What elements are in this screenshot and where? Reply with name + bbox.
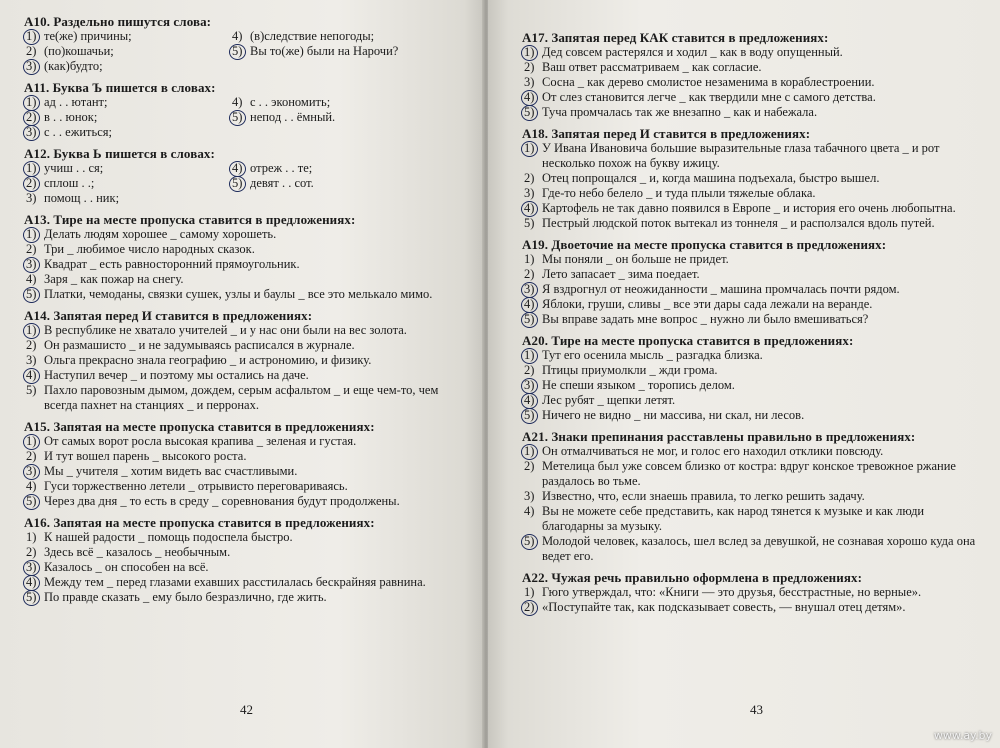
option-number: 4) (524, 393, 540, 408)
answer-option-circled (522, 90, 984, 105)
answer-options (522, 585, 984, 615)
option-number: 2) (524, 459, 535, 473)
option-number: 2) (26, 242, 37, 256)
option-text: Заря _ как пожар на снегу. (44, 272, 184, 286)
option-number: 2) (26, 110, 42, 125)
option-text: Здесь всё _ казалось _ необычным. (44, 545, 231, 559)
left-page (0, 0, 484, 748)
option-number: 3) (26, 125, 42, 140)
option-number: 3) (524, 75, 535, 89)
option-number: 2) (524, 171, 535, 185)
option-number: 4) (524, 297, 540, 312)
option-text: (по)кошачьи; (44, 44, 114, 58)
answer-option-circled (522, 444, 984, 459)
option-number: 4) (232, 95, 243, 109)
answer-option-circled (230, 176, 470, 191)
answer-options (24, 227, 470, 302)
option-text: Он размашисто _ и не задумываясь расписался в журнале. (44, 338, 355, 352)
option-text: Мы _ учителя _ хотим видеть вас счастливыми. (44, 464, 298, 478)
answer-option (522, 267, 984, 282)
option-text: К нашей радости _ помощь подоспела быстро. (44, 530, 293, 544)
answer-option (522, 60, 984, 75)
option-text: Яблоки, груши, сливы _ все эти дары сада лежали на веранде. (542, 297, 873, 311)
option-number: 5) (26, 590, 42, 605)
option-text: Метелица был уже совсем близко от костра: вдруг конское тревожное ржание раздалось во тьме. (542, 459, 956, 488)
answer-options (24, 530, 470, 605)
answer-options (522, 348, 984, 423)
answer-option-circled (24, 227, 470, 242)
question-title: А16. Запятая на месте пропуска ставится в предложениях: (24, 515, 375, 530)
option-text: От самых ворот росла высокая крапива _ зеленая и густая. (44, 434, 357, 448)
option-text: ад . . ютант; (44, 95, 108, 109)
answer-option-circled (24, 464, 470, 479)
option-text: И тут вошел парень _ высокого роста. (44, 449, 247, 463)
answer-option (522, 585, 984, 600)
answer-option-circled (24, 494, 470, 509)
answer-option (230, 29, 470, 44)
option-text: Между тем _ перед глазами ехавших расстилалась бескрайняя равнина. (44, 575, 426, 589)
option-text: Казалось _ он способен на всё. (44, 560, 209, 574)
option-text: Известно, что, если знаешь правила, то легко решить задачу. (542, 489, 865, 503)
option-number: 5) (232, 44, 248, 59)
answer-option (24, 353, 470, 368)
option-text: с . . ежиться; (44, 125, 112, 139)
option-number: 1) (26, 29, 42, 44)
option-number: 2) (26, 545, 37, 559)
option-number: 4) (232, 29, 243, 43)
option-text: По правде сказать _ ему было безразлично, где жить. (44, 590, 327, 604)
answer-options (522, 444, 984, 564)
answer-option-circled (522, 141, 984, 171)
option-text: Я вздрогнул от неожиданности _ машина промчалась почти рядом. (542, 282, 900, 296)
option-text: учиш . . ся; (44, 161, 104, 175)
option-text: Через два дня _ то есть в среду _ соревнования будут продолжены. (44, 494, 400, 508)
answer-option-circled (522, 408, 984, 423)
answer-option-circled (230, 161, 470, 176)
option-number: 4) (26, 368, 42, 383)
option-number: 1) (524, 141, 540, 156)
option-text: Картофель не так давно появился в Европе _ и история его очень любопытна. (542, 201, 956, 215)
option-number: 1) (26, 323, 42, 338)
answer-option (24, 479, 470, 494)
option-text: Туча промчалась так же внезапно _ как и набежала. (542, 105, 818, 119)
option-number: 4) (232, 161, 248, 176)
answer-option (522, 75, 984, 90)
option-text: Тут его осенила мысль _ разгадка близка. (542, 348, 763, 362)
question-block (24, 146, 470, 206)
answer-option (24, 545, 470, 560)
option-text: От слез становится легче _ как твердили мне с самого детства. (542, 90, 876, 104)
answer-option-circled (522, 534, 984, 564)
question-title: А22. Чужая речь правильно оформлена в предложениях: (522, 570, 863, 585)
question-title: А11. Буква Ъ пишется в словах: (24, 80, 216, 95)
option-text: (в)следствие непогоды; (250, 29, 375, 43)
option-number: 2) (524, 60, 535, 74)
option-number: 5) (524, 312, 540, 327)
option-text: помощ . . ник; (44, 191, 120, 205)
answer-option-circled (522, 600, 984, 615)
option-text: Квадрат _ есть равносторонний прямоугольник. (44, 257, 300, 271)
option-text: Лето запасает _ зима поедает. (542, 267, 700, 281)
answer-option-circled (24, 59, 224, 74)
answer-options (24, 323, 470, 413)
option-number: 2) (26, 176, 42, 191)
option-number: 1) (524, 45, 540, 60)
answer-options (24, 95, 470, 140)
option-text: (как)будто; (44, 59, 103, 73)
option-number: 5) (232, 176, 248, 191)
watermark: www.ay.by (933, 729, 992, 742)
option-number: 2) (26, 44, 37, 58)
option-text: В республике не хватало учителей _ и у нас они были на вес золота. (44, 323, 407, 337)
question-block (24, 212, 470, 302)
option-number: 2) (26, 449, 37, 463)
answer-option (522, 489, 984, 504)
option-text: Ольга прекрасно знала географию _ и астрономию, и физику. (44, 353, 372, 367)
option-text: Вы не можете себе представить, как народ тянется к музыке и как люди благодарны за музыку. (542, 504, 925, 533)
option-number: 3) (524, 186, 535, 200)
answer-option-circled (522, 312, 984, 327)
answer-option (24, 272, 470, 287)
option-number: 1) (26, 227, 42, 242)
question-title: А19. Двоеточие на месте пропуска ставится в предложениях: (522, 237, 887, 252)
answer-option-circled (24, 368, 470, 383)
answer-option (24, 338, 470, 353)
answer-option (522, 216, 984, 231)
option-text: Лес рубят _ щепки летят. (542, 393, 676, 407)
option-number: 4) (524, 504, 535, 518)
answer-option-circled (24, 257, 470, 272)
question-block (522, 30, 984, 120)
option-text: Отец попрощался _ и, когда машина подъехала, быстро вышел. (542, 171, 880, 185)
option-number: 3) (524, 282, 540, 297)
answer-option-circled (24, 125, 224, 140)
answer-options (522, 45, 984, 120)
answer-option-circled (24, 110, 224, 125)
option-number: 4) (26, 575, 42, 590)
option-text: Птицы приумолкли _ жди грома. (542, 363, 718, 377)
answer-option-circled (24, 575, 470, 590)
option-text: Не спеши языком _ торопись делом. (542, 378, 735, 392)
option-text: те(же) причины; (44, 29, 132, 43)
option-number: 2) (524, 363, 535, 377)
option-text: с . . экономить; (250, 95, 331, 109)
option-number: 5) (26, 494, 42, 509)
answer-option (24, 44, 224, 59)
page-number: 43 (750, 702, 763, 717)
answer-option-circled (24, 95, 224, 110)
answer-options (522, 252, 984, 327)
option-number: 3) (26, 353, 37, 367)
question-title: А15. Запятая на месте пропуска ставится в предложениях: (24, 419, 375, 434)
question-title: А10. Раздельно пишутся слова: (24, 14, 212, 29)
option-number: 2) (26, 338, 37, 352)
answer-option (522, 171, 984, 186)
option-text: Пахло паровозным дымом, дождем, серым асфальтом _ и еще чем-то, чем всегда пахнет на станциях _ и перронах. (44, 383, 439, 412)
option-number: 3) (26, 257, 42, 272)
answer-option-circled (24, 176, 224, 191)
option-text: девят . . сот. (250, 176, 314, 190)
answer-option-circled (522, 297, 984, 312)
answer-option-circled (24, 560, 470, 575)
answer-option-circled (522, 45, 984, 60)
option-text: Вы вправе задать мне вопрос _ нужно ли было вмешиваться? (542, 312, 869, 326)
answer-option (522, 252, 984, 267)
question-block (24, 80, 470, 140)
option-text: Ничего не видно _ ни массива, ни скал, ни лесов. (542, 408, 805, 422)
answer-option-circled (24, 161, 224, 176)
question-title: А14. Запятая перед И ставится в предложениях: (24, 308, 313, 323)
option-number: 1) (524, 252, 535, 266)
option-number: 1) (524, 585, 535, 599)
option-number: 5) (232, 110, 248, 125)
option-number: 3) (524, 489, 535, 503)
answer-option-circled (230, 110, 470, 125)
page-number: 42 (240, 702, 253, 717)
answer-option (230, 95, 470, 110)
question-title: А12. Буква Ь пишется в словах: (24, 146, 215, 161)
answer-option (522, 363, 984, 378)
answer-option-circled (522, 282, 984, 297)
option-number: 3) (26, 464, 42, 479)
option-text: Молодой человек, казалось, шел вслед за девушкой, не сознавая хорошо куда она ведет его. (542, 534, 976, 563)
option-text: отреж . . те; (250, 161, 313, 175)
answer-option (24, 242, 470, 257)
option-number: 4) (524, 90, 540, 105)
question-title: А18. Запятая перед И ставится в предложениях: (522, 126, 811, 141)
option-text: Гуси торжественно летели _ отрывисто переговариваясь. (44, 479, 348, 493)
question-block (522, 237, 984, 327)
answer-option-circled (230, 44, 470, 59)
option-number: 4) (524, 201, 540, 216)
answer-options (24, 29, 470, 74)
option-number: 1) (524, 444, 540, 459)
option-number: 5) (524, 216, 535, 230)
answer-options (522, 141, 984, 231)
option-text: Он отмалчиваться не мог, и голос его находил отклики повсюду. (542, 444, 884, 458)
option-text: Гюго утверждал, что: «Книги — это друзья, бесстрастные, но верные». (542, 585, 922, 599)
right-page (488, 0, 1000, 748)
option-number: 3) (26, 191, 37, 205)
option-text: Ваш ответ рассматриваем _ как согласие. (542, 60, 762, 74)
answer-option-circled (24, 590, 470, 605)
option-number: 5) (524, 105, 540, 120)
answer-option-circled (24, 287, 470, 302)
answer-option (522, 186, 984, 201)
question-block (522, 429, 984, 564)
question-block (24, 14, 470, 74)
answer-option-circled (522, 105, 984, 120)
answer-option (522, 504, 984, 534)
answer-options (24, 161, 470, 206)
question-title: А21. Знаки препинания расставлены правильно в предложениях: (522, 429, 916, 444)
option-text: Сосна _ как дерево смолистое незаменима в кораблестроении. (542, 75, 875, 89)
option-number: 3) (524, 378, 540, 393)
question-block (24, 419, 470, 509)
answer-option-circled (522, 201, 984, 216)
option-number: 4) (26, 479, 37, 493)
question-title: А13. Тире на месте пропуска ставится в предложениях: (24, 212, 356, 227)
option-text: Платки, чемоданы, связки сушек, узлы и баулы _ все это мелькало мимо. (44, 287, 433, 301)
option-text: сплош . .; (44, 176, 95, 190)
option-number: 1) (26, 530, 37, 544)
answer-option-circled (522, 393, 984, 408)
option-text: «Поступайте так, как подсказывает совесть, — внушал отец детям». (542, 600, 906, 614)
option-number: 5) (524, 534, 540, 549)
option-text: Дед совсем растерялся и ходил _ как в воду опущенный. (542, 45, 843, 59)
option-text: Делать людям хорошее _ самому хорошеть. (44, 227, 277, 241)
option-number: 1) (26, 95, 42, 110)
option-text: Вы то(же) были на Нарочи? (250, 44, 399, 58)
option-number: 5) (26, 287, 42, 302)
option-number: 1) (26, 434, 42, 449)
answer-option-circled (24, 29, 224, 44)
question-title: А20. Тире на месте пропуска ставится в предложениях: (522, 333, 854, 348)
option-number: 5) (26, 383, 37, 397)
option-number: 3) (26, 560, 42, 575)
option-text: в . . юнок; (44, 110, 98, 124)
option-text: У Ивана Ивановича большие выразительные глаза табачного цвета _ и рот несколько похож на букву ижицу. (542, 141, 940, 170)
option-number: 4) (26, 272, 37, 286)
answer-options (24, 434, 470, 509)
answer-option-circled (522, 348, 984, 363)
answer-option (522, 459, 984, 489)
question-block (522, 126, 984, 231)
option-number: 2) (524, 600, 540, 615)
question-block (522, 570, 984, 615)
option-number: 5) (524, 408, 540, 423)
option-number: 1) (26, 161, 42, 176)
answer-option (24, 449, 470, 464)
option-text: Мы поняли _ он больше не придет. (542, 252, 729, 266)
question-title: А17. Запятая перед КАК ставится в предложениях: (522, 30, 829, 45)
answer-option-circled (24, 434, 470, 449)
option-text: Пестрый людской поток вытекал из тоннеля _ и расползался вдоль путей. (542, 216, 935, 230)
answer-option (24, 191, 224, 206)
option-text: Где-то небо белело _ и туда плыли тяжелые облака. (542, 186, 816, 200)
option-number: 1) (524, 348, 540, 363)
option-text: непод . . ёмный. (250, 110, 336, 124)
option-text: Наступил вечер _ и поэтому мы остались на даче. (44, 368, 309, 382)
question-block (522, 333, 984, 423)
option-text: Три _ любимое число народных сказок. (44, 242, 255, 256)
question-block (24, 515, 470, 605)
answer-option (24, 383, 470, 413)
option-number: 2) (524, 267, 535, 281)
answer-option-circled (522, 378, 984, 393)
option-number: 3) (26, 59, 42, 74)
question-block (24, 308, 470, 413)
answer-option-circled (24, 323, 470, 338)
answer-option (24, 530, 470, 545)
